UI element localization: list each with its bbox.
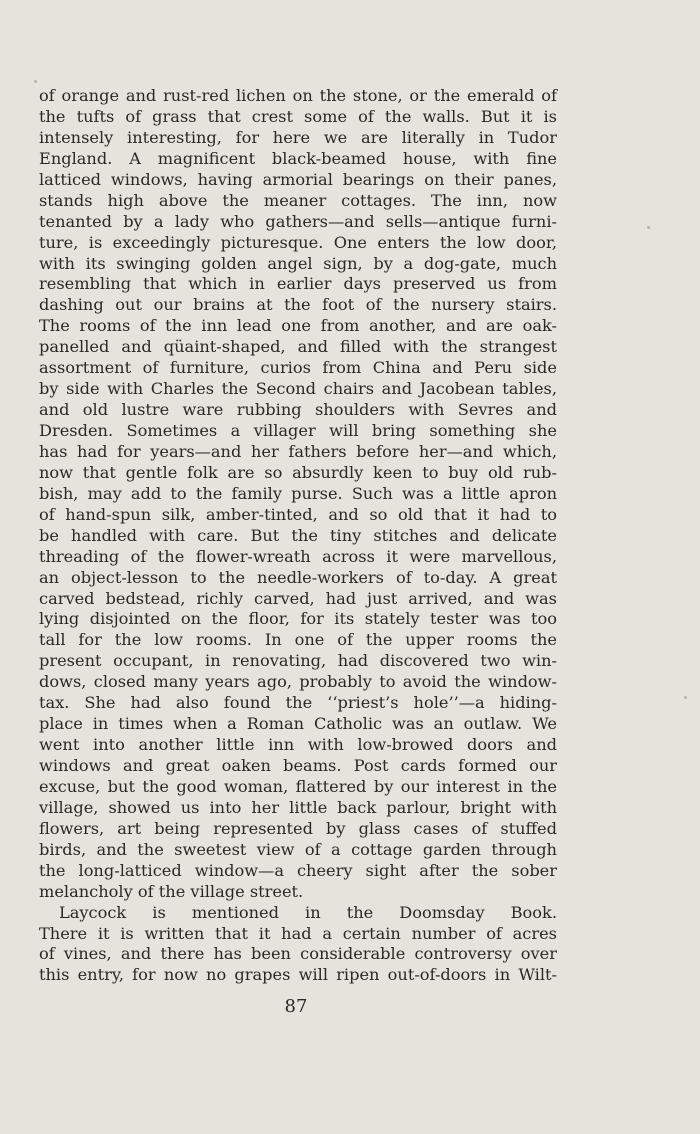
text-line: and old lustre ware rubbing shoulders with Sevres and xyxy=(39,400,557,420)
text-line: flowers, art being represented by glass cases of stuffed xyxy=(39,818,557,838)
text-line: dashing out our brains at the foot of the nursery stairs. xyxy=(39,295,557,315)
text-line: Laycock is mentioned in the Doomsday Book. xyxy=(59,902,557,922)
text-line: by side with Charles the Second chairs and Jacobean tables, xyxy=(39,379,557,399)
text-line: panelled and qüaint-shaped, and filled with the strangest xyxy=(39,337,557,357)
paper-speck xyxy=(684,696,687,699)
text-line: went into another little inn with low-browed doors and xyxy=(39,735,557,755)
text-line: of orange and rust-red lichen on the stone, or the emerald of xyxy=(39,86,557,105)
text-line: be handled with care. But the tiny stitches and delicate xyxy=(39,525,557,545)
text-line: assortment of furniture, curios from China and Peru side xyxy=(39,358,557,378)
text-line: intensely interesting, for here we are literally in Tudor xyxy=(39,127,557,147)
text-line: of hand-spun silk, amber-tinted, and so old that it had to xyxy=(39,504,557,524)
text-line: latticed windows, having armorial bearings on their panes, xyxy=(39,169,557,189)
text-line: of vines, and there has been considerable controversy over xyxy=(39,944,557,964)
text-line: resembling that which in earlier days preserved us from xyxy=(39,274,557,294)
text-line: an object-lesson to the needle-workers of to-day. A great xyxy=(39,567,557,587)
text-line: dows, closed many years ago, probably to avoid the window- xyxy=(39,672,557,692)
text-line: the tufts of grass that crest some of the walls. But it is xyxy=(39,106,557,126)
paper-speck xyxy=(647,226,650,229)
text-line: has had for years—and her fathers before her—and which, xyxy=(39,441,557,461)
text-line: The rooms of the inn lead one from another, and are oak- xyxy=(39,316,557,336)
text-line: the long-latticed window—a cheery sight after the sober xyxy=(39,860,557,880)
text-line: village, showed us into her little back parlour, bright with xyxy=(39,797,557,817)
text-line: Dresden. Sometimes a villager will bring something she xyxy=(39,421,557,440)
text-line: lying disjointed on the floor, for its stately tester was too xyxy=(39,609,557,629)
text-line: present occupant, in renovating, had discovered two win- xyxy=(39,651,557,671)
text-line: place in times when a Roman Catholic was an outlaw. We xyxy=(39,714,557,734)
text-line: bish, may add to the family purse. Such was a little apron xyxy=(39,483,557,503)
text-line: ture, is exceedingly picturesque. One enters the low door, xyxy=(39,232,557,252)
text-line: tenanted by a lady who gathers—and sells—antique furni- xyxy=(39,211,557,231)
text-line: excuse, but the good woman, flattered by our interest in the xyxy=(39,776,557,796)
text-line: with its swinging golden angel sign, by a dog-gate, much xyxy=(39,253,557,273)
text-line: stands high above the meaner cottages. The inn, now xyxy=(39,190,557,210)
paper-speck xyxy=(34,80,37,83)
text-line: There it is written that it had a certain number of acres xyxy=(39,923,557,943)
text-line: windows and great oaken beams. Post cards formed our xyxy=(39,756,557,775)
body-text xyxy=(39,86,557,986)
text-line: threading of the flower-wreath across it were marvellous, xyxy=(39,546,557,566)
text-line: England. A magnificent black-beamed house, with fine xyxy=(39,148,557,168)
text-line: now that gentle folk are so absurdly keen to buy old rub- xyxy=(39,462,557,482)
text-line: tax. She had also found the ‘‘priest’s hole’’—a hiding- xyxy=(39,693,557,713)
page-number: 87 xyxy=(284,996,308,1017)
text-line: carved bedstead, richly carved, had just arrived, and was xyxy=(39,588,557,608)
text-line: melancholy of the village street. xyxy=(39,881,304,901)
text-line: tall for the low rooms. In one of the upper rooms the xyxy=(39,630,557,650)
text-line: birds, and the sweetest view of a cottage garden through xyxy=(39,839,557,859)
text-line: this entry, for now no grapes will ripen out-of-doors in Wilt- xyxy=(39,965,557,985)
